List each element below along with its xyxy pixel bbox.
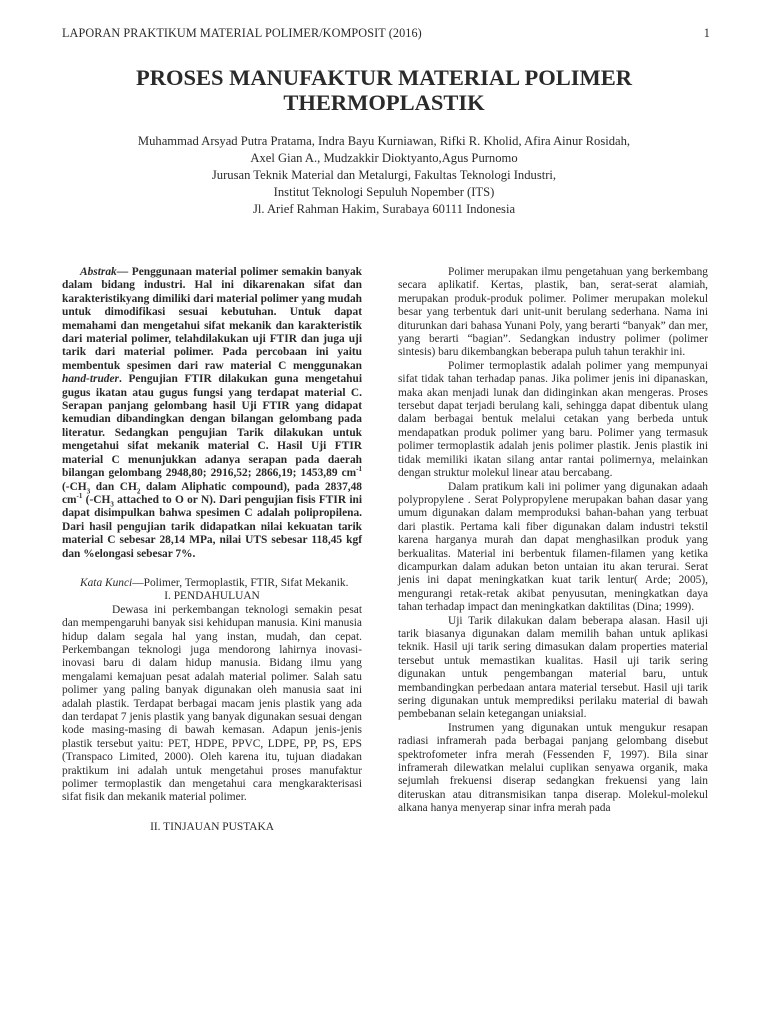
- paper-title: [40, 65, 728, 115]
- abstract-label: Abstrak: [80, 266, 117, 278]
- abstract-hand-truder: hand-truder: [62, 373, 119, 386]
- author-names-2: Axel Gian A., Mudzakkir Dioktyanto,Agus Purnomo: [250, 151, 518, 165]
- author-block: [40, 133, 728, 218]
- abstract-sup-1: -1: [356, 465, 362, 474]
- pendahuluan-paragraph: Dewasa ini perkembangan teknologi semakin pesat dan mempengaruhi banyak sisi kehidupan manusia. Kini manusia hidup dalam segala hal yang instan, mudah, dan cepat. Perkembangan teknologi juga mendorong lahirnya inovasi-inovasi baru di dalam hidup manusia. Bidang ilmu yang mengalami kemajuan pesat adalah material polimer. Salah satu polimer yang paling banyak digunakan oleh manusia saat ini adalah plastik. Terdapat berbagai macam jenis plastik yang ada dan terdapat 7 jenis plastik yang banyak digunakan sesuai dengan kode masing-masing di bawah kemasan. Adapun jenis-jenis plastik tersebut yaitu: PET, HDPE, PPVC, LDPE, PP, PS, EPS (Transpaco Limited, 2000). Oleh karena itu, tujuan diadakan praktikum ini adalah untuk mengetahui proses manufaktur polimer termoplastik dan mengetahui cara mengkarakterisasi sifat fisik dan mekanik material polimer.: [62, 603, 362, 804]
- section-heading-pendahuluan: I. PENDAHULUAN: [164, 590, 260, 603]
- abstract-sup-2: -1: [76, 492, 83, 501]
- keywords: [62, 577, 362, 590]
- author-names-1: Muhammad Arsyad Putra Pratama, Indra Bayu Kurniawan, Rifki R. Kholid, Afira Ainur Rosidah,: [137, 134, 631, 148]
- body-paragraph-1: Polimer merupakan ilmu pengetahuan yang berkembang secara aplikatif. Kertas, plastik, ban, serat-serat alamiah, merupakan produk-produk polimer. Polimer merupakan molekul besar yang terbentuk dari unit-unit berulang sederhana. Nama ini diturunkan dari bahasa Yunani Poly, yang berarti “banyak” dan mer, yang berarti “bagian”. Sedangkan industry polimer (polimer sintesis) baru dikembangkan beberapa puluh tahun terakhir ini.: [398, 266, 708, 359]
- body-paragraph-2: Polimer termoplastik adalah polimer yang mempunyai sifat tidak tahan terhadap panas. Jika polimer jenis ini dipanaskan, maka akan menjadi lunak dan didinginkan akan mengeras. Proses tersebut dapat terjadi berulang kali, sehingga dapat dibentuk ulang dalam berbagai bentuk melalui cetakan yang berbeda untuk mendapatkan produk polimer yang baru. Polimer yang termasuk polimer termoplastik adalah jenis polimer plastik. Jenis plastik ini tidak memiliki ikatan silang antar rantai polimernya, melainkan dengan struktur molekul linear atau bercabang.: [398, 359, 708, 480]
- left-column: [62, 266, 362, 834]
- abstract-text-d: dan CH: [90, 480, 137, 493]
- affiliation-department: Jurusan Teknik Material dan Metalurgi, Fakultas Teknologi Industri,: [211, 168, 557, 182]
- running-header: [62, 26, 710, 41]
- keywords-text: —Polimer, Termoplastik, FTIR, Sifat Mekanik.: [132, 576, 349, 589]
- section-heading-tinjauan-pustaka: II. TINJAUAN PUSTAKA: [150, 820, 274, 833]
- right-column: [398, 266, 708, 816]
- abstract-text-e: dalam Aliphatic compound), pada 2837,48 cm: [62, 480, 363, 506]
- body-paragraph-4: Uji Tarik dilakukan dalam beberapa alasan. Hasil uji tarik biasanya digunakan dalam memilih bahan untuk aplikasi teknik. Hasil uji tarik sering dimasukan dalam properties material tersebut untuk memastikan kualitas. Hasil uji tarik sering digunakan untuk pengembangan material baru, untuk membandingkan perbedaan antara material tersebut. Hasil uji tarik sering digunakan untuk memprediksi perilaku material di bawah pembebanan selain ketegangan uniaksial.: [398, 614, 708, 721]
- abstract: [62, 266, 362, 561]
- abstract-sub-3: 3: [110, 500, 114, 509]
- page-number: 1: [703, 26, 710, 40]
- affiliation-address: Jl. Arief Rahman Hakim, Surabaya 60111 Indonesia: [252, 202, 516, 216]
- title-line-1: PROSES MANUFAKTUR MATERIAL POLIMER: [135, 65, 633, 90]
- running-title: LAPORAN PRAKTIKUM MATERIAL POLIMER/KOMPOSIT (2016): [62, 26, 422, 40]
- affiliation-institute: Institut Teknologi Sepuluh Nopember (ITS): [273, 185, 495, 199]
- body-paragraph-5: Instrumen yang digunakan untuk mengukur resapan radiasi inframerah pada berbagai panjang gelombang disebut spektrofometer infra merah (Fessenden F, 1997). Bila sinar inframerah dilewatkan melalui cuplikan senyawa organik, maka sejumlah frekuensi diserap sedangkan frekuensi yang lain diteruskan atau ditransmisikan tanpa diserap. Molekul-molekul alkana hanya menyerap sinar infra merah pada: [398, 721, 708, 815]
- title-line-2: THERMOPLASTIK: [283, 90, 485, 115]
- abstract-text-b: . Pengujian FTIR dilakukan guna mengetahui gugus ikatan atau gugus fungsi yang terdapat material C. Serapan panjang gelombang hasil Uji FTIR yang didapat kemudian dibandingkan dengan bilangan gelombang pada literatur. Sedangkan pengujian Tarik dilakukan untuk mengetahui sifat mekanik material C. Hasil Uji FTIR material C menunjukkan adanya serapan pada daerah bilangan gelombang 2948,80; 2916,52; 2866,19; 1453,89 cm: [62, 373, 362, 480]
- abstract-sub-2: 2: [136, 486, 141, 495]
- keywords-label: Kata Kunci: [80, 576, 133, 589]
- abstract-text-c: (-CH: [62, 480, 87, 493]
- abstract-sub-1: 3: [86, 486, 91, 495]
- abstract-text-g: attached to O or N). Dari pengujian fisis FTIR ini dapat disimpulkan bahwa spesimen C adalah polipropilena. Dari hasil pengujian tarik didapatkan nilai kekuatan tarik material C sebesar 28,14 MPa, nilai UTS sebesar 118,45 kgf dan %elongasi sebesar 7%.: [62, 493, 362, 560]
- abstract-text-f: (-CH: [82, 493, 111, 506]
- abstract-text-a: — Penggunaan material polimer semakin banyak dalam bidang industri. Hal ini dikarenakan sifat dan karakteristikyang dimiliki dari material polimer yang mudah untuk dimodifikasi sesuai kebutuhan. Untuk dapat memahami dan mengetahui sifat mekanik dan karakteristik dari material polimer, telahdilakukan uji FTIR dan juga uji tarik dari material polimer. Pada percobaan ini yaitu membentuk spesimen dari raw material C menggunakan: [62, 266, 362, 372]
- body-paragraph-3: Dalam pratikum kali ini polimer yang digunakan adaah polypropylene . Serat Polypropylene merupakan bahan dasar yang umum digunakan dalam memproduksi bahan-bahan yang terbuat dari plastik. Pertama kali fiber digunakan dalam industri tekstil karena harganya murah dan dapat menghasilkan produk yang berkualitas. Material ini berbentuk filamen-filamen yang ketika dicampurkan dalam adukan beton untaian itu akan terurai. Serat jenis ini dapat meningkatkan kuat tarik lentur( Arde; 2005), mengurangi retak-retak akibat penyusutan, meningkatkan daya tahan terhadap impact dan meningkatkan daktilitas (Dina; 1999).: [398, 480, 708, 614]
